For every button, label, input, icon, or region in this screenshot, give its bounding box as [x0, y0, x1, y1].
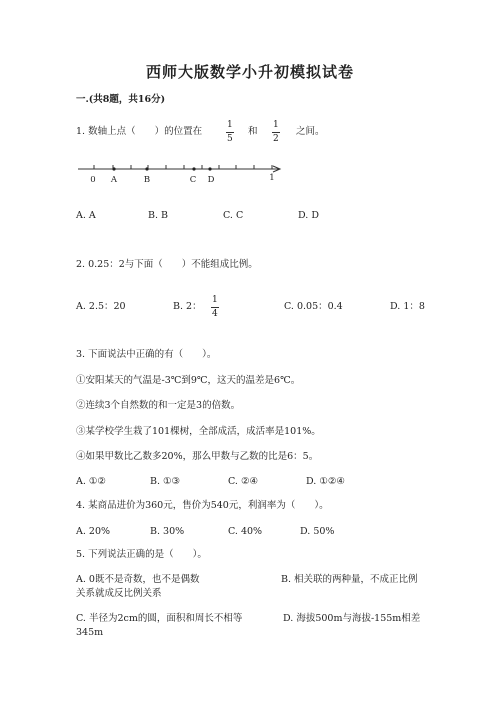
q5-option-b-line-1: B. 相关联的两种量，不成正比例	[281, 574, 418, 585]
q1-stem-start: 1. 数轴上点（ ）的位置在	[76, 126, 203, 137]
q2-fraction-denominator: 4	[212, 309, 218, 319]
q5-option-a: A. 0既不是奇数，也不是偶数	[76, 574, 200, 585]
q2-option-c: C. 0.05：0.4	[284, 301, 343, 312]
number-line	[76, 160, 286, 180]
point-c-marker	[192, 167, 195, 170]
q5-option-b-line-2: 关系就成反比例关系	[76, 588, 162, 599]
q1-option-b: B. B	[148, 210, 169, 221]
page-title: 西师大版数学小升初模拟试卷	[145, 63, 354, 81]
q1-fraction-2-denominator: 2	[273, 134, 279, 144]
q3-statement-3: ③某学校学生栽了101棵树，全部成活，成活率是101%。	[76, 426, 321, 437]
q4-option-d: D. 50%	[300, 526, 335, 537]
q2-option-b-fraction	[211, 296, 219, 319]
q3-statement-2: ②连续3个自然数的和一定是3的倍数。	[76, 400, 241, 411]
q3-option-c: C. ②④	[228, 476, 259, 487]
q1-fraction-2-numerator: 1	[273, 120, 279, 130]
q3-option-b: B. ①③	[150, 476, 181, 487]
number-line-ticks	[94, 165, 272, 169]
q1-option-c: C. C	[223, 210, 244, 221]
q3-statement-1: ①安阳某天的气温是-3℃到9℃，这天的温差是6℃。	[76, 375, 301, 386]
q4-option-b: B. 30%	[150, 526, 185, 537]
q3-option-a: A. ①②	[76, 476, 106, 487]
axis-label-b: B	[143, 175, 151, 185]
q1-fraction-1-denominator: 5	[227, 134, 233, 144]
q2-option-a: A. 2.5：20	[76, 301, 126, 312]
q5-stem: 5. 下列说法正确的是（ ）。	[76, 549, 207, 560]
q1-fraction-1-numerator: 1	[227, 120, 233, 130]
axis-label-a: A	[110, 175, 118, 185]
q4-option-a: A. 20%	[76, 526, 111, 537]
axis-label-zero: 0	[90, 175, 96, 185]
q2-option-d: D. 1：8	[390, 301, 425, 312]
q2-fraction-numerator: 1	[212, 295, 218, 305]
q5-option-d-line-1: D. 海拔500m与海拔-155m相差	[283, 613, 421, 624]
q5-option-c: C. 半径为2cm的圆，面积和周长不相等	[76, 613, 243, 624]
q4-option-c: C. 40%	[228, 526, 263, 537]
q4-stem: 4. 某商品进价为360元，售价为540元，利润率为（ ）。	[76, 500, 329, 511]
q3-stem: 3. 下面说法中正确的有（ ）。	[76, 349, 217, 360]
section-heading: 一.(共8题，共16分)	[76, 94, 166, 105]
q3-option-d: D. ①②④	[306, 476, 345, 487]
q1-stem-end: 之间。	[296, 126, 325, 137]
q1-fraction-2	[272, 121, 280, 144]
point-d-marker	[208, 167, 211, 170]
axis-label-d: D	[207, 175, 215, 185]
q5-option-d-line-2: 345m	[76, 627, 104, 638]
point-a-marker	[112, 167, 115, 170]
q2-stem: 2. 0.25：2与下面（ ）不能组成比例。	[76, 259, 258, 270]
axis-label-one: 1	[269, 173, 275, 183]
q1-option-a: A. A	[76, 210, 96, 221]
q2-option-b-prefix: B. 2：	[173, 301, 202, 312]
q1-fraction-1	[226, 121, 234, 144]
q1-option-d: D. D	[298, 210, 319, 221]
axis-label-c: C	[189, 175, 197, 185]
q3-statement-4: ④如果甲数比乙数多20%，那么甲数与乙数的比是6：5。	[76, 451, 319, 462]
point-b-marker	[145, 167, 148, 170]
q1-between: 和	[248, 126, 258, 137]
